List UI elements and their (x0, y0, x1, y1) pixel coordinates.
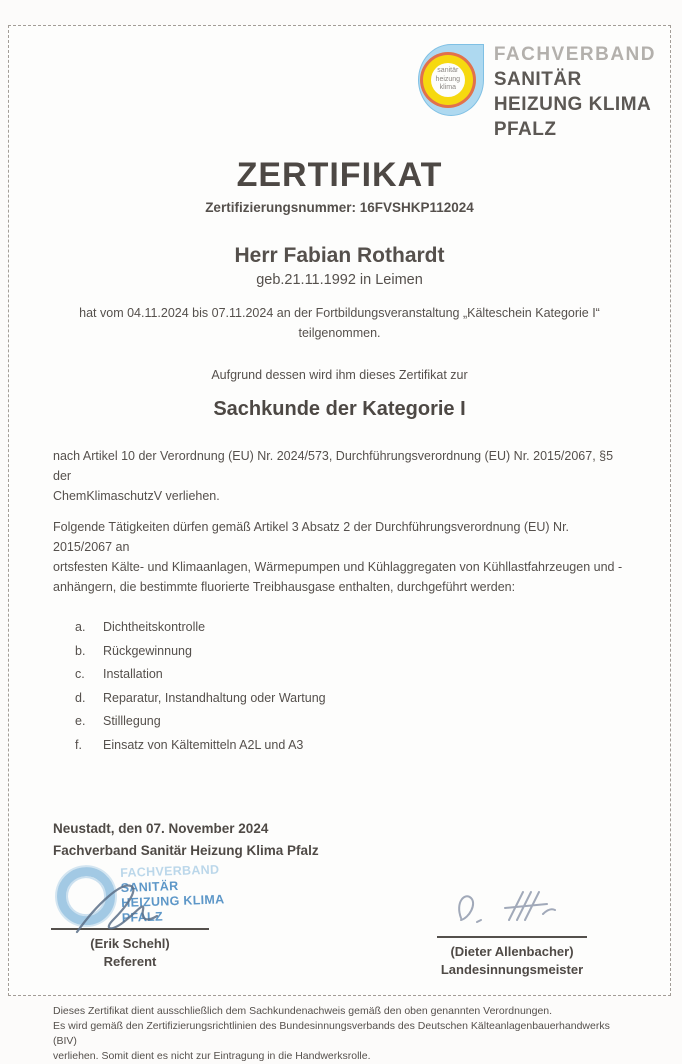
footer-line: verliehen. Somit dient es nicht zur Eintragung in die Handwerksrolle. (53, 1049, 371, 1062)
recipient-name: Herr Fabian Rothardt (234, 244, 445, 267)
activities-intro-line: Folgende Tätigkeiten dürfen gemäß Artikel 3 Absatz 2 der Durchführungsverordnung (EU) Nr. 2015/2067 an (53, 520, 570, 554)
shk-logo-icon (414, 42, 484, 118)
org-name-line: FACHVERBAND (493, 44, 656, 65)
logo-yellow-ring (423, 55, 473, 105)
list-item (75, 692, 670, 705)
list-item-text: Rückgewinnung (103, 643, 192, 658)
issue-place-date: Neustadt, den 07. November 2024 (53, 820, 269, 836)
issue-organization: Fachverband Sanitär Heizung Klima Pfalz (53, 842, 319, 858)
list-item-text: Reparatur, Instandhaltung oder Wartung (103, 690, 326, 705)
legal-basis-line: ChemKlimaschutzV verliehen. (53, 489, 220, 503)
participation-line: hat vom 04.11.2024 bis 07.11.2024 an der Fortbildungsveranstaltung „Kälteschein Kategorie I“ (79, 306, 600, 320)
list-item (75, 739, 670, 752)
logo-orange-ring (420, 52, 476, 108)
legal-basis-line: nach Artikel 10 der Verordnung (EU) Nr. 2024/573, Durchführungsverordnung (EU) Nr. 2015/2067, §5 der (53, 449, 614, 483)
org-name-line: SANITÄR (493, 69, 582, 90)
header (9, 42, 670, 142)
org-name-line: HEIZUNG KLIMA (493, 94, 652, 115)
signatory-left (51, 935, 209, 971)
signature-block-left (51, 862, 225, 971)
list-item-text: Installation (103, 667, 163, 681)
stamp-text-line: SANITÄR (120, 878, 179, 895)
signature-line-left (51, 866, 209, 930)
activities-list (9, 621, 670, 752)
logo-word: heizung (435, 75, 461, 83)
list-item (75, 715, 670, 728)
activities-intro (9, 517, 670, 597)
recipient-birth: geb.21.11.1992 in Leimen (256, 272, 423, 288)
logo-word: klima (439, 84, 456, 92)
signature-area (9, 862, 670, 988)
organization-name (494, 42, 656, 142)
logo-drop-shape (418, 44, 484, 116)
signatory-left-role: Referent (103, 953, 157, 969)
footer-line: Dieses Zertifikat dient ausschließlich dem Sachkundenachweis gemäß den oben genannten Verordnungen. (53, 1004, 553, 1017)
list-item-text: Dichtheitskontrolle (103, 620, 206, 634)
list-item-text: Einsatz von Kältemitteln A2L und A3 (103, 737, 304, 752)
activities-intro-line: anhängern, die bestimmte fluorierte Treibhausgase enthalten, durchgeführt werden: (53, 580, 516, 594)
activities-intro-line: ortsfesten Kälte- und Klimaanlagen, Wärmepumpen und Kühlaggregaten von Kühllastfahrzeugen und - (53, 560, 623, 574)
signatory-right (437, 943, 587, 979)
participation-text (9, 303, 670, 343)
stamp-text-line: PFALZ (121, 909, 164, 925)
footer-disclaimer (9, 1004, 670, 1064)
participation-line: teilgenommen. (298, 326, 381, 340)
list-item (75, 668, 670, 681)
stamp-text-line: HEIZUNG KLIMA (121, 891, 225, 910)
certificate-page (8, 25, 671, 1062)
org-name-line: PFALZ (493, 119, 557, 140)
list-item-letter: a. (75, 620, 86, 634)
list-item (75, 645, 670, 658)
list-item-text: Stilllegung (103, 714, 161, 728)
stamp-text-line: FACHVERBAND (119, 862, 220, 880)
logo-word: sanitär (437, 67, 459, 75)
list-item-letter: b. (75, 643, 86, 658)
legal-basis (9, 446, 670, 506)
award-intro: Aufgrund dessen wird ihm dieses Zertifikat zur (211, 368, 468, 382)
signatory-right-role: Landesinnungsmeister (440, 961, 584, 977)
award-title: Sachkunde der Kategorie I (213, 398, 466, 420)
signature-block-right (437, 866, 587, 979)
signatory-left-name: (Erik Schehl) (90, 935, 170, 951)
list-item-letter: e. (75, 714, 86, 728)
list-item (75, 621, 670, 634)
logo-center-text (431, 63, 465, 97)
signatory-right-name: (Dieter Allenbacher) (450, 943, 574, 959)
list-item-letter: f. (75, 737, 82, 752)
footer-line: Es wird gemäß den Zertifizierungsrichtlinien des Bundesinnungsverbands des Deutschen Kälteanlagenbauerhandwerks (BIV) (53, 1019, 610, 1047)
list-item-letter: d. (75, 690, 86, 705)
signature-line-right (437, 866, 587, 938)
certificate-title: ZERTIFIKAT (236, 156, 443, 194)
issue-block (9, 818, 670, 862)
list-item-letter: c. (75, 667, 85, 681)
certification-number: Zertifizierungsnummer: 16FVSHKP112024 (205, 200, 474, 215)
